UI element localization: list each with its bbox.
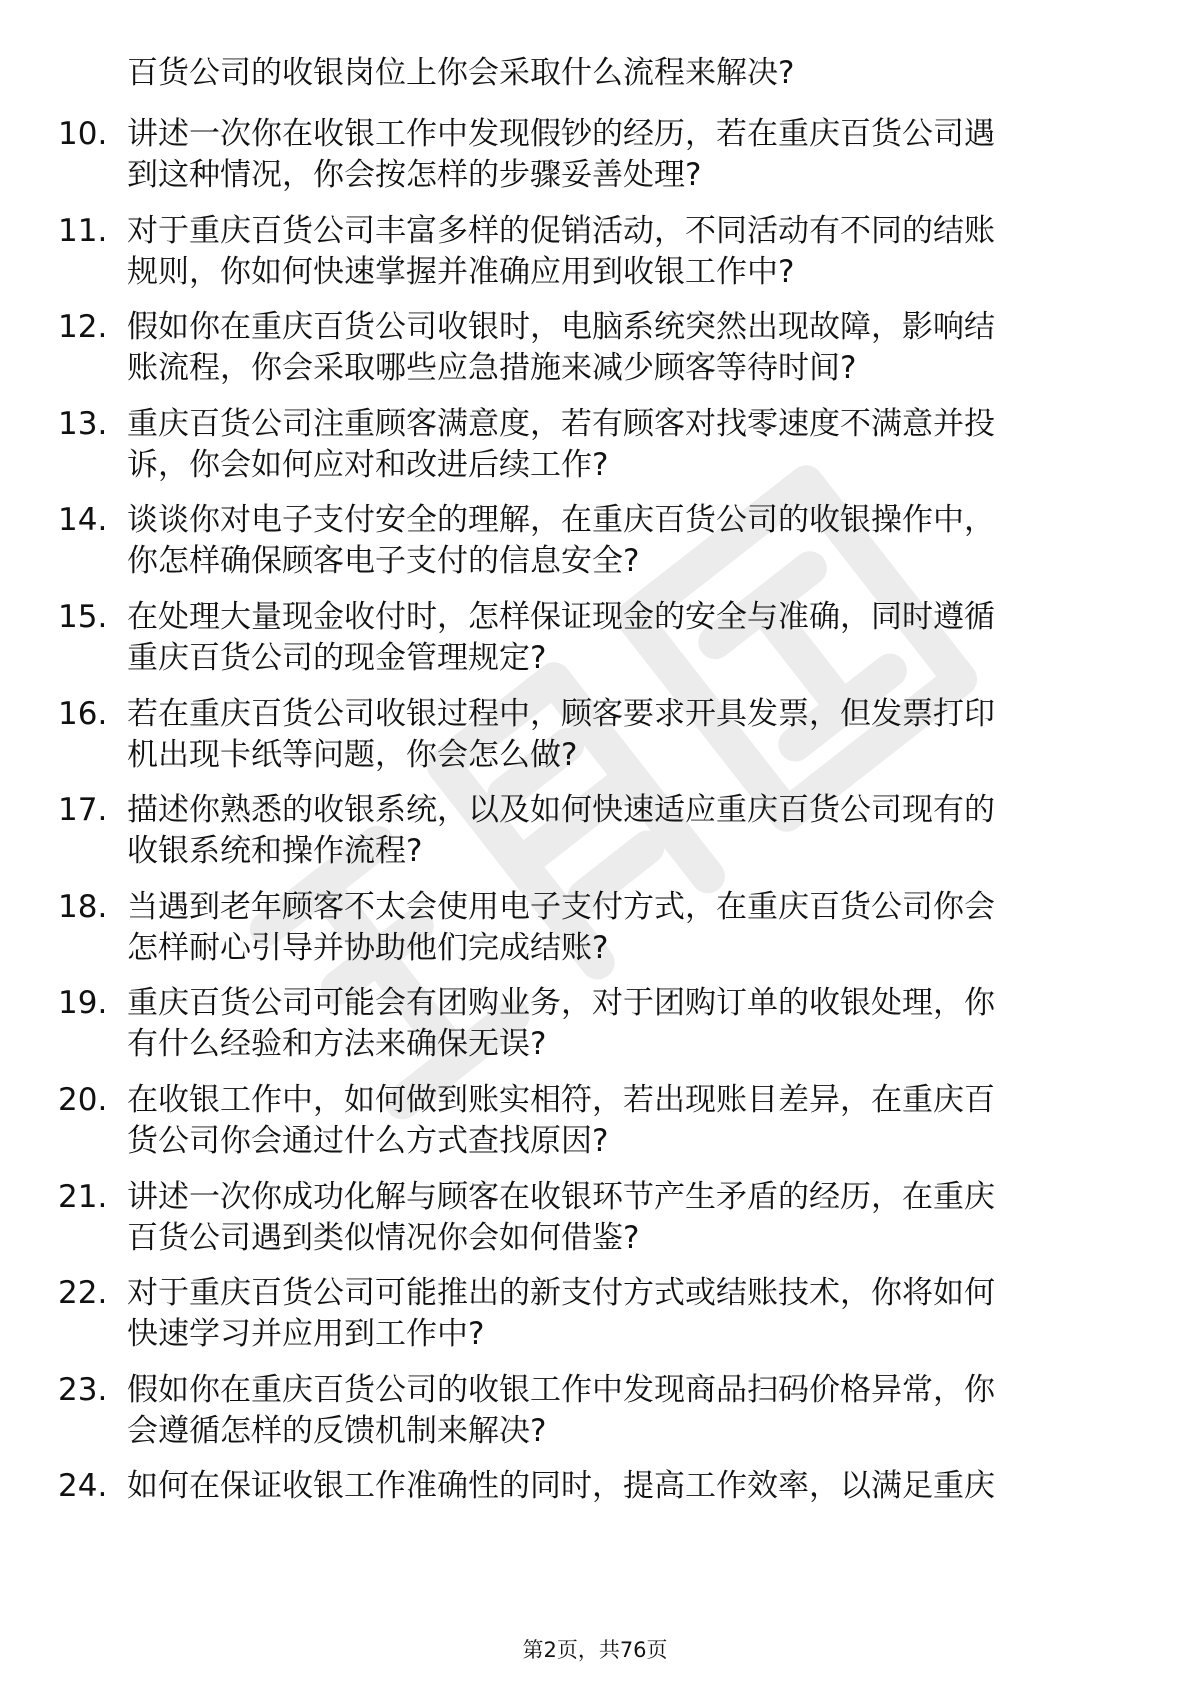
question-number: 21. xyxy=(58,1179,108,1215)
page-footer: 第2页，共76页 xyxy=(522,1638,668,1662)
question-text-line: 在处理大量现金收付时，怎样保证现金的安全与准确，同时遵循 xyxy=(127,599,995,635)
question-number: 10. xyxy=(58,116,108,152)
question-text-line: 收银系统和操作流程? xyxy=(127,833,423,869)
question-text-line: 会遵循怎样的反馈机制来解决? xyxy=(127,1413,547,1449)
question-number: 20. xyxy=(58,1082,108,1118)
question-text-line: 快速学习并应用到工作中? xyxy=(127,1316,485,1352)
question-number: 23. xyxy=(58,1372,108,1408)
question-text-line: 假如你在重庆百货公司的收银工作中发现商品扫码价格异常，你 xyxy=(127,1372,995,1408)
question-text-line: 讲述一次你在收银工作中发现假钞的经历，若在重庆百货公司遇 xyxy=(127,116,995,152)
question-text-line: 讲述一次你成功化解与顾客在收银环节产生矛盾的经历，在重庆 xyxy=(127,1179,995,1215)
question-number: 16. xyxy=(58,696,108,732)
question-text-line: 当遇到老年顾客不太会使用电子支付方式，在重庆百货公司你会 xyxy=(127,889,995,925)
question-text-line: 重庆百货公司注重顾客满意度，若有顾客对找零速度不满意并投 xyxy=(127,406,995,442)
question-number: 12. xyxy=(58,309,108,345)
question-text-line: 货公司你会通过什么方式查找原因? xyxy=(127,1123,609,1159)
question-text-line: 有什么经验和方法来确保无误? xyxy=(127,1026,547,1062)
question-text-line: 如何在保证收银工作准确性的同时，提高工作效率，以满足重庆 xyxy=(127,1468,995,1504)
continuation-line: 百货公司的收银岗位上你会采取什么流程来解决? xyxy=(127,55,795,91)
question-number: 14. xyxy=(58,502,108,538)
question-text-line: 重庆百货公司可能会有团购业务，对于团购订单的收银处理，你 xyxy=(127,985,995,1021)
question-number: 15. xyxy=(58,599,108,635)
question-text-line: 描述你熟悉的收银系统，以及如何快速适应重庆百货公司现有的 xyxy=(127,792,995,828)
question-number: 17. xyxy=(58,792,108,828)
question-text-line: 到这种情况，你会按怎样的步骤妥善处理? xyxy=(127,157,702,193)
question-text-line: 百货公司遇到类似情况你会如何借鉴? xyxy=(127,1220,640,1256)
question-text-line: 若在重庆百货公司收银过程中，顾客要求开具发票，但发票打印 xyxy=(127,696,995,732)
question-text-line: 在收银工作中，如何做到账实相符，若出现账目差异，在重庆百 xyxy=(127,1082,995,1118)
question-number: 24. xyxy=(58,1468,108,1504)
question-number: 19. xyxy=(58,985,108,1021)
question-text-line: 谈谈你对电子支付安全的理解，在重庆百货公司的收银操作中， xyxy=(127,502,995,538)
question-text-line: 对于重庆百货公司丰富多样的促销活动，不同活动有不同的结账 xyxy=(127,213,995,249)
question-text-line: 对于重庆百货公司可能推出的新支付方式或结账技术，你将如何 xyxy=(127,1275,995,1311)
question-number: 18. xyxy=(58,889,108,925)
question-text-line: 假如你在重庆百货公司收银时，电脑系统突然出现故障，影响结 xyxy=(127,309,995,345)
question-text-line: 规则，你如何快速掌握并准确应用到收银工作中? xyxy=(127,254,795,290)
question-number: 13. xyxy=(58,406,108,442)
question-number: 22. xyxy=(58,1275,108,1311)
question-text-line: 重庆百货公司的现金管理规定? xyxy=(127,640,547,676)
question-text-line: 机出现卡纸等问题，你会怎么做? xyxy=(127,737,578,773)
question-text-line: 账流程，你会采取哪些应急措施来减少顾客等待时间? xyxy=(127,350,857,386)
question-text-line: 诉，你会如何应对和改进后续工作? xyxy=(127,447,609,483)
question-text-line: 你怎样确保顾客电子支付的信息安全? xyxy=(127,543,640,579)
question-number: 11. xyxy=(58,213,108,249)
question-text-line: 怎样耐心引导并协助他们完成结账? xyxy=(127,930,609,966)
